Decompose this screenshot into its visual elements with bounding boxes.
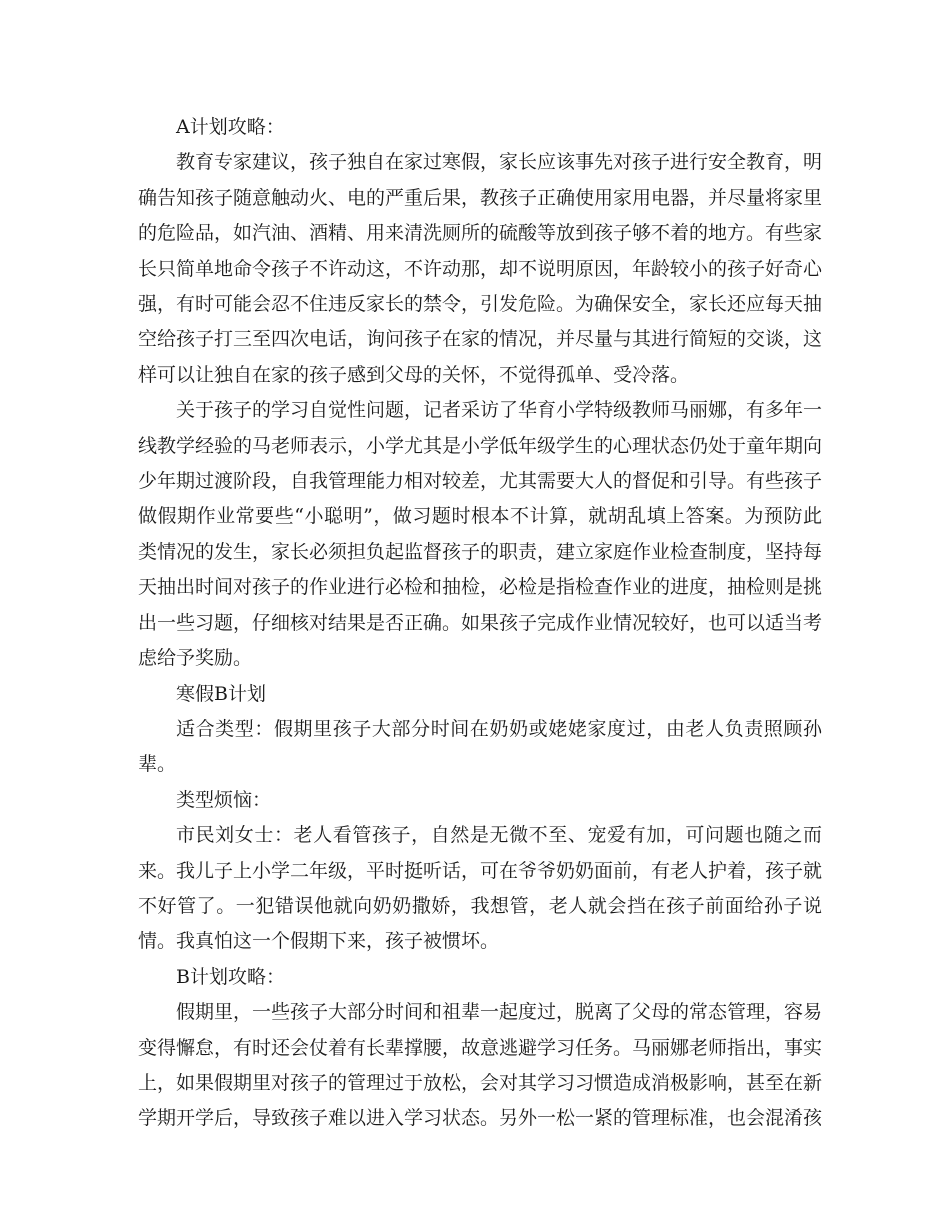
section-heading-worries: 类型烦恼： (176, 788, 272, 811)
section-heading-b-strategy: B计划攻略： (176, 965, 285, 988)
paragraph-b-strategy-body: 假期里，一些孩子大部分时间和祖辈一起度过，脱离了父母的常态管理，容易变得懈怠，有时还会仗着有长辈撑腰，故意逃避学习任务。马丽娜老师指出，事实上，如果假期里对孩子的管理过于放松，会对其学习习惯造成消极影响，甚至在新学期开学后，导致孩子难以进入学习状态。另外一松一紧的管理标准，也会混淆孩 (138, 1001, 823, 1130)
paragraph-safety-advice: 教育专家建议，孩子独自在家过寒假，家长应该事先对孩子进行安全教育，明确告知孩子随意触动火、电的严重后果，教孩子正确使用家用电器，并尽量将家里的危险品，如汽油、酒精、用来清洗厕所的硫酸等放到孩子够不着的地方。有些家长只简单地命令孩子不许动这，不许动那，却不说明原因，年龄较小的孩子好奇心强，有时可能会忍不住违反家长的禁令，引发危险。为确保安全，家长还应每天抽空给孩子打三至四次电话，询问孩子在家的情况，并尽量与其进行简短的交谈，这样可以让独自在家的孩子感到父母的关怀，不觉得孤单、受冷落。 (138, 151, 823, 386)
paragraph-study-discipline: 关于孩子的学习自觉性问题，记者采访了华育小学特级教师马丽娜，有多年一线教学经验的马老师表示，小学尤其是小学低年级学生的心理状态仍处于童年期向少年期过渡阶段，自我管理能力相对较差，尤其需要大人的督促和引导。有些孩子做假期作业常要些“小聪明”，做习题时根本不计算，就胡乱填上答案。为预防此类情况的发生，家长必须担负起监督孩子的职责，建立家庭作业检查制度，坚持每天抽出时间对孩子的作业进行必检和抽检，必检是指检查作业的进度，抽检则是挑出一些习题，仔细核对结果是否正确。如果孩子完成作业情况较好，也可以适当考虑给予奖励。 (138, 399, 823, 670)
section-heading-a-plan: A计划攻略： (176, 116, 285, 138)
document-body (138, 110, 822, 1137)
paragraph-parent-quote: 市民刘女士：老人看管孩子，自然是无微不至、宠爱有加，可问题也随之而来。我儿子上小学二年级，平时挺听话，可在爷爷奶奶面前，有老人护着，孩子就不好管了。一犯错误他就向奶奶撒娇，我想管，老人就会挡在孩子前面给孙子说情。我真怕这一个假期下来，孩子被惯坏。 (138, 824, 823, 953)
paragraph-suitable-type: 适合类型：假期里孩子大部分时间在奶奶或姥姥家度过，由老人负责照顾孙辈。 (138, 717, 822, 776)
section-heading-b-plan: 寒假B计划 (176, 682, 266, 705)
